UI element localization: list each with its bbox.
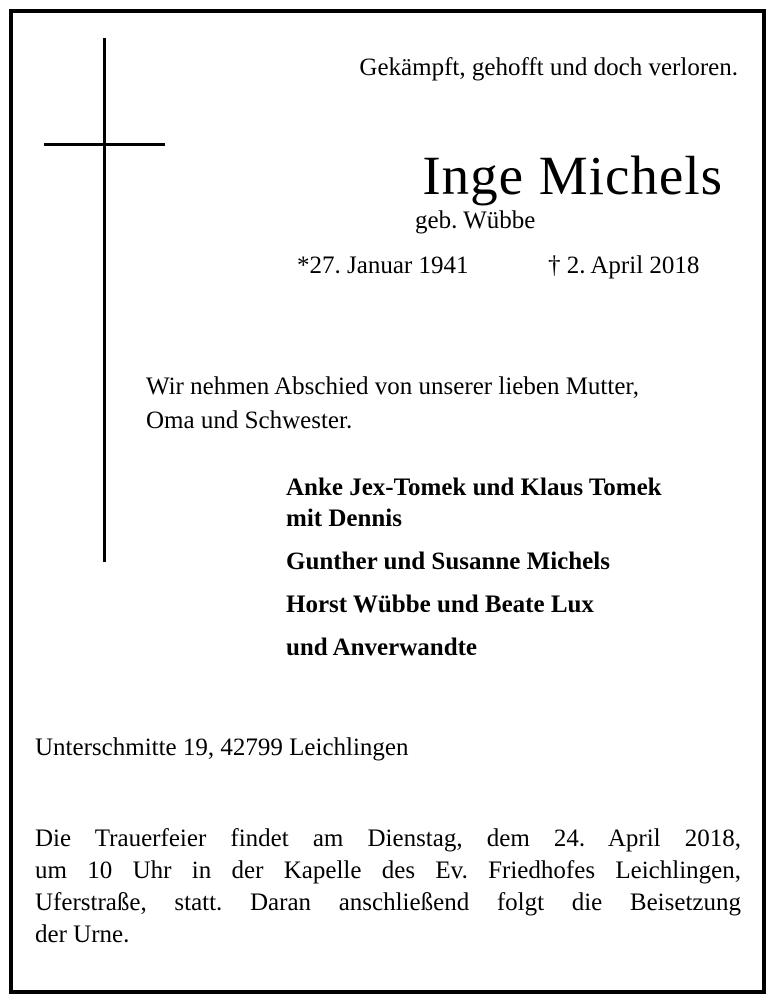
motto: Gekämpft, gehofft und doch verloren. bbox=[359, 54, 738, 81]
service-line: der Urne. bbox=[35, 921, 130, 948]
address: Unterschmitte 19, 42799 Leichlingen bbox=[35, 734, 409, 761]
mourner-line: und Anverwandte bbox=[286, 634, 478, 661]
mourners-list bbox=[286, 472, 662, 663]
cross-icon-vertical-bar bbox=[103, 38, 106, 562]
maiden-name: geb. Wübbe bbox=[415, 207, 536, 234]
deceased-name: Inge Michels bbox=[422, 145, 723, 206]
service-line: Uferstraße, statt. Daran anschließend folgt die Beisetzung bbox=[35, 889, 741, 916]
mourner-line: Anke Jex-Tomek und Klaus Tomek bbox=[286, 474, 662, 501]
service-line: Die Trauerfeier findet am Dienstag, dem 24. April 2018, bbox=[35, 825, 741, 852]
farewell-text: Wir nehmen Abschied von unserer lieben Mutter, Oma und Schwester. bbox=[146, 373, 639, 434]
birth-date: *27. Januar 1941 bbox=[297, 252, 469, 279]
mourner-line: Horst Wübbe und Beate Lux bbox=[286, 591, 594, 618]
mourner-line: mit Dennis bbox=[286, 505, 402, 532]
death-date: † 2. April 2018 bbox=[548, 252, 700, 279]
mourner-line: Gunther und Susanne Michels bbox=[286, 548, 610, 575]
service-line: um 10 Uhr in der Kapelle des Ev. Friedhofes Leichlingen, bbox=[35, 857, 741, 884]
service-info bbox=[35, 823, 741, 951]
cross-icon-horizontal-bar bbox=[44, 143, 165, 146]
